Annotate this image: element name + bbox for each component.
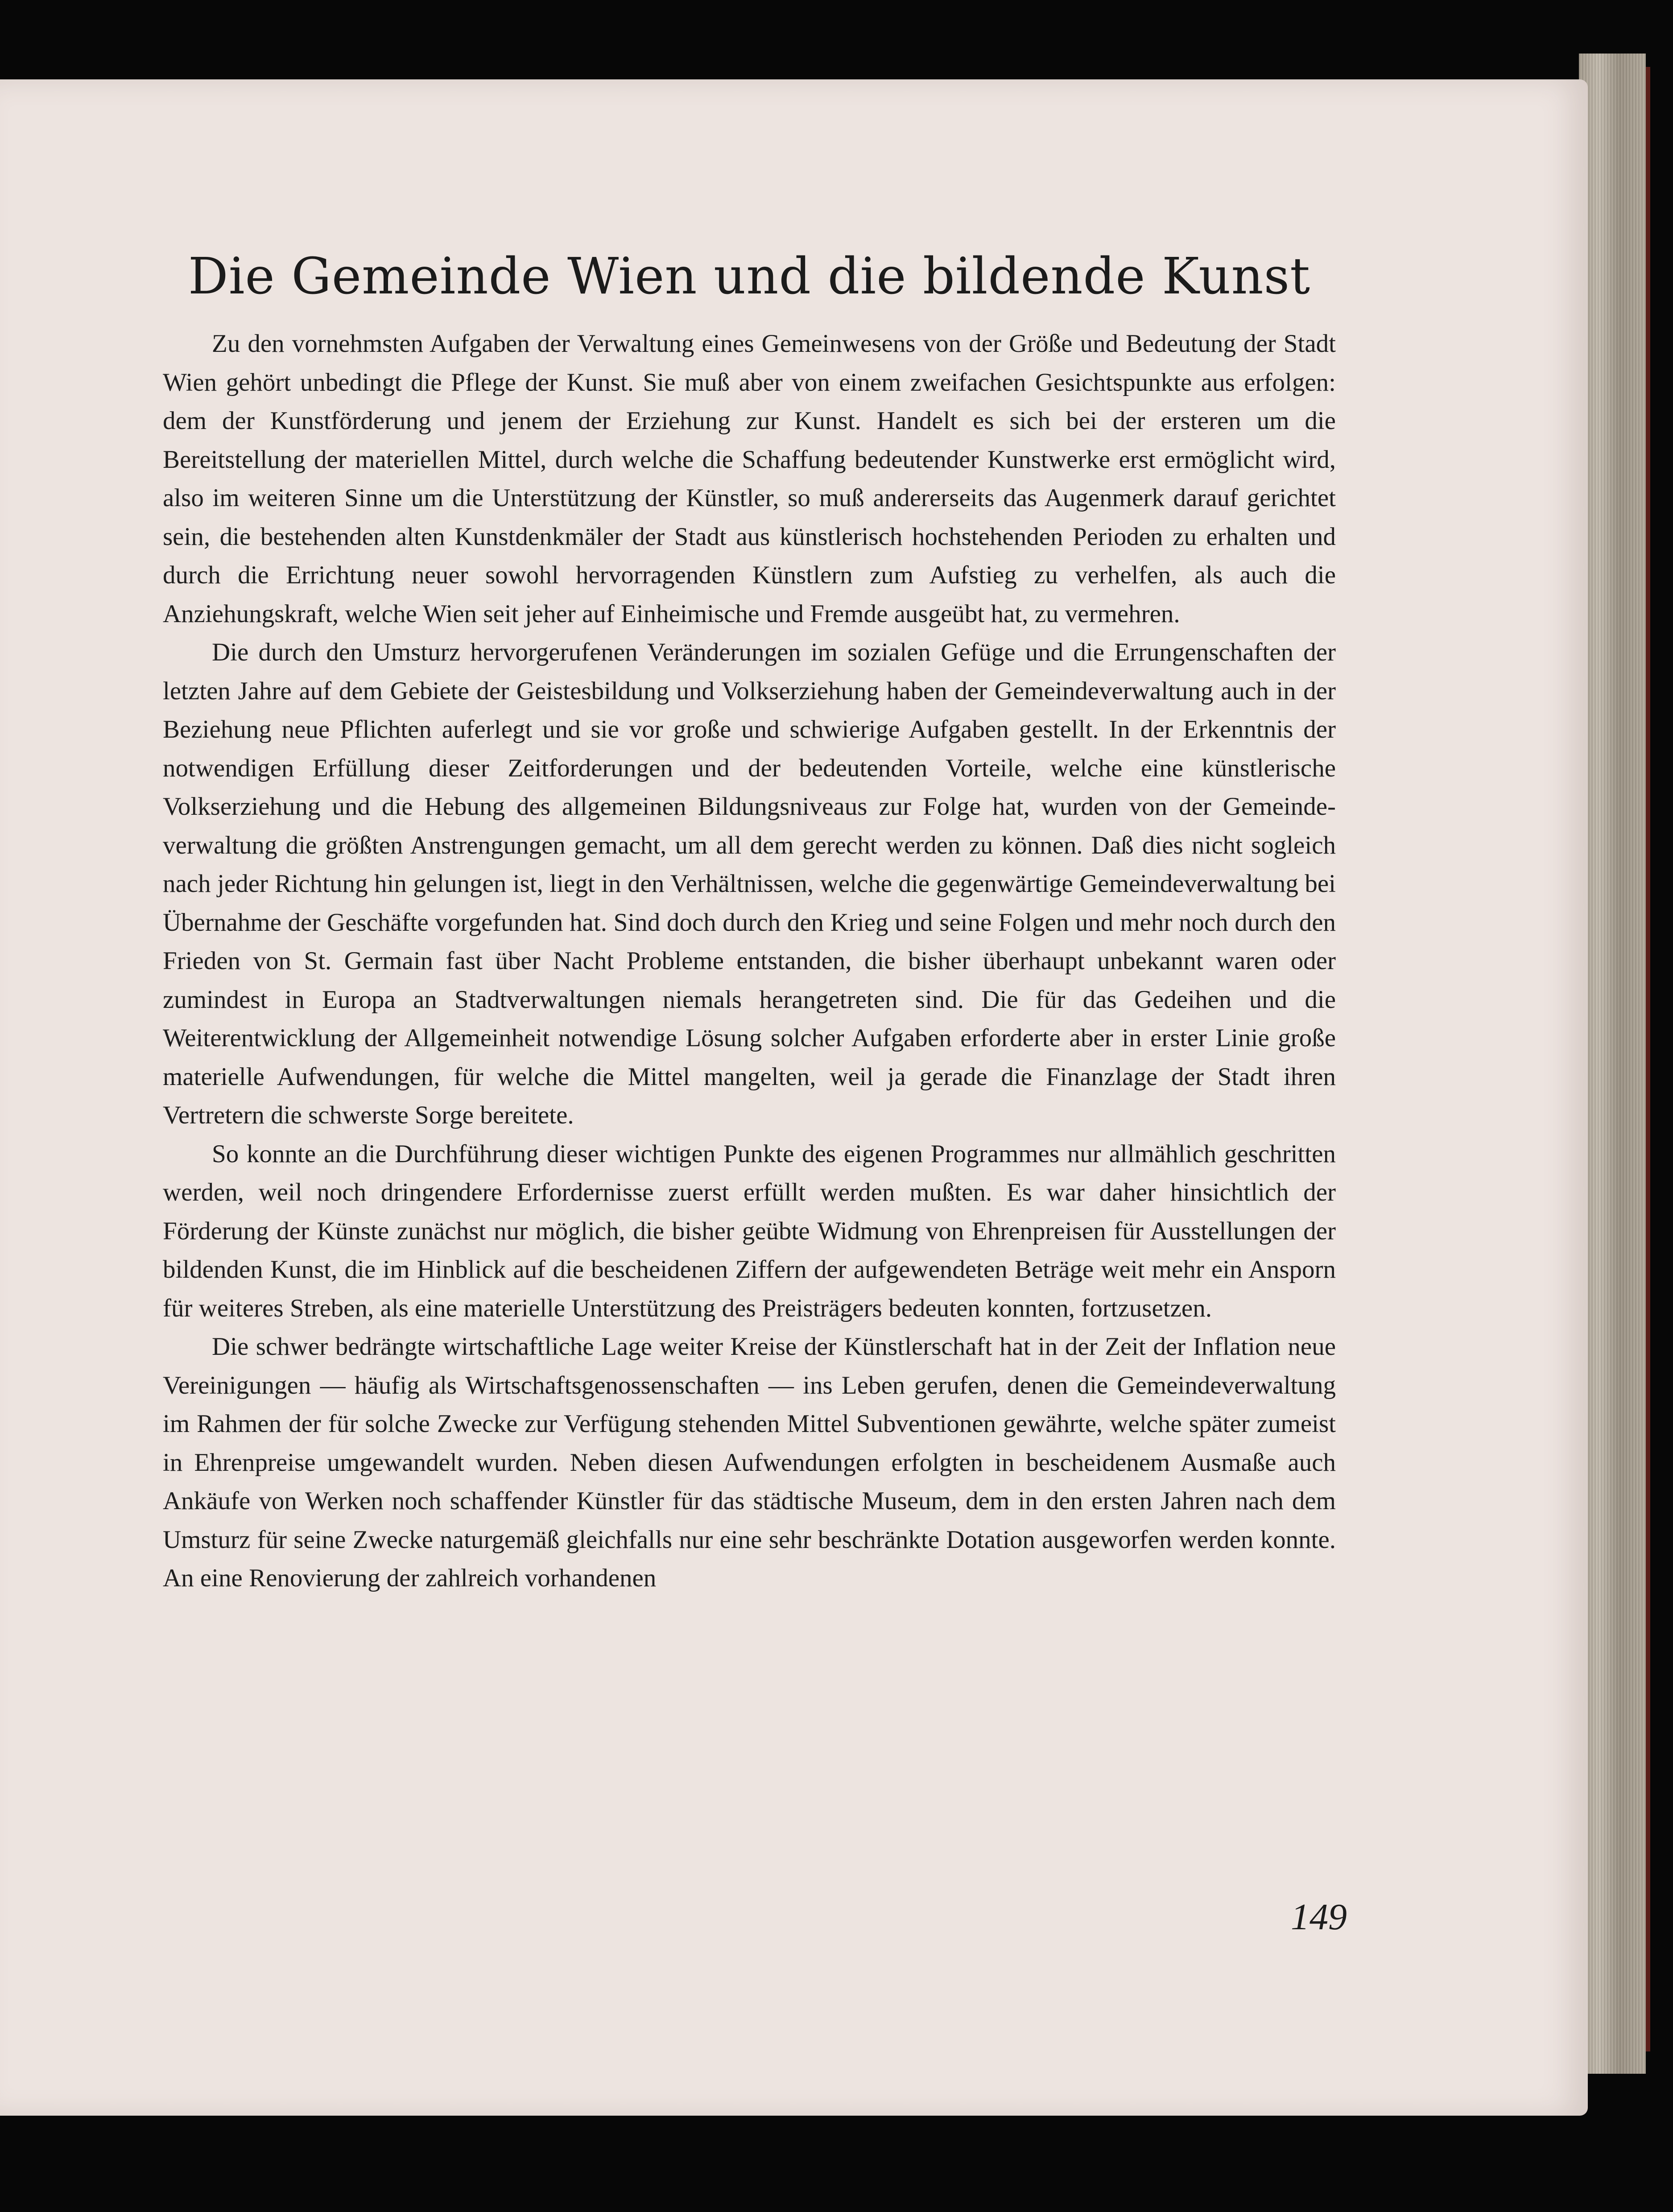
- paragraph-1: Zu den vornehmsten Aufgaben der Verwaltung eines Gemeinwesens von der Größe und Bedeutung der Stadt Wien gehört unbedingt die Pflege der Kunst. Sie muß aber von einem zweifachen Gesichtspunkte aus erfolgen: dem der Kunstförderung und jenem der Erziehung zur Kunst. Handelt es sich bei der ersteren um die Bereitstellung der materiellen Mittel, durch welche die Schaffung bedeutender Kunstwerke erst ermöglicht wird, also im weiteren Sinne um die Unterstützung der Künstler, so muß andererseits das Augenmerk darauf gerichtet sein, die bestehenden alten Kunstdenkmäler der Stadt aus künstlerisch hochstehenden Perioden zu erhalten und durch die Errichtung neuer sowohl hervorragenden Künstlern zum Aufstieg zu verhelfen, als auch die Anziehungskraft, welche Wien seit jeher auf Einheimische und Fremde ausgeübt hat, zu vermehren.: [163, 330, 1336, 628]
- page-number: 149: [1291, 1896, 1347, 1938]
- paragraph-3: So konnte an die Durchführung dieser wichtigen Punkte des eigenen Programmes nur allmählich geschritten werden, weil noch dringendere Erfordernisse zuerst erfüllt werden mußten. Es war daher hinsichtlich der Förderung der Künste zunächst nur möglich, die bisher geübte Widmung von Ehrenpreisen für Ausstellungen der bildenden Kunst, die im Hinblick auf die bescheidenen Ziffern der aufgewendeten Beträge weit mehr ein Ansporn für weiteres Streben, als eine materielle Unterstützung des Preisträgers bedeuten konnten, fortzusetzen.: [163, 1139, 1336, 1322]
- page-stack-edge: [1579, 54, 1646, 2074]
- paragraph-4: Die schwer bedrängte wirtschaftliche Lage weiter Kreise der Künstlerschaft hat in der Zeit der Inflation neue Vereinigungen — häufig als Wirtschaftsgenossenschaften — ins Leben gerufen, denen die Gemeindeverwaltung im Rahmen der für solche Zwecke zur Verfügung stehenden Mittel Subventionen gewährte, welche später zumeist in Ehrenpreise umgewandelt wurden. Neben diesen Aufwendungen erfolgten in bescheidenem Ausmaße auch Ankäufe von Werken noch schaffender Künstler für das städtische Museum, dem in den ersten Jahren nach dem Umsturz für seine Zwecke naturgemäß gleichfalls nur eine sehr beschränkte Dotation ausgeworfen werden konnte. An eine Renovierung der zahlreich vorhandenen: [163, 1333, 1336, 1592]
- article-title: Die Gemeinde Wien und die bildende Kunst: [188, 248, 1311, 305]
- article: [163, 245, 1336, 1598]
- paragraph-2: Die durch den Umsturz hervorgerufenen Veränderungen im sozialen Gefüge und die Errungenschaften der letzten Jahre auf dem Gebiete der Geistesbildung und Volkserziehung haben der Gemeindeverwaltung auch in der Beziehung neue Pflichten auferlegt und sie vor große und schwierige Aufgaben gestellt. In der Erkenntnis der notwendigen Erfüllung dieser Zeitforderungen und der bedeutenden Vorteile, welche eine künstlerische Volkserziehung und die Hebung des allgemeinen Bildungsniveaus zur Folge hat, wurden von der Gemeinde-verwaltung die größten Anstrengungen gemacht, um all dem gerecht werden zu können. Daß dies nicht sogleich nach jeder Richtung hin gelungen ist, liegt in den Verhältnissen, welche die gegenwärtige Gemeindeverwaltung bei Übernahme der Geschäfte vorgefunden hat. Sind doch durch den Krieg und seine Folgen und mehr noch durch den Frieden von St. Germain fast über Nacht Probleme entstanden, die bisher überhaupt unbekannt waren oder zumindest in Europa an Stadtverwaltungen niemals herangetreten sind. Die für das Gedeihen und die Weiterentwicklung der Allgemeinheit notwendige Lösung solcher Aufgaben erforderte aber in erster Linie große materielle Aufwendungen, für welche die Mittel mangelten, weil ja gerade die Finanzlage der Stadt ihren Vertretern die schwerste Sorge bereitete.: [163, 638, 1336, 1129]
